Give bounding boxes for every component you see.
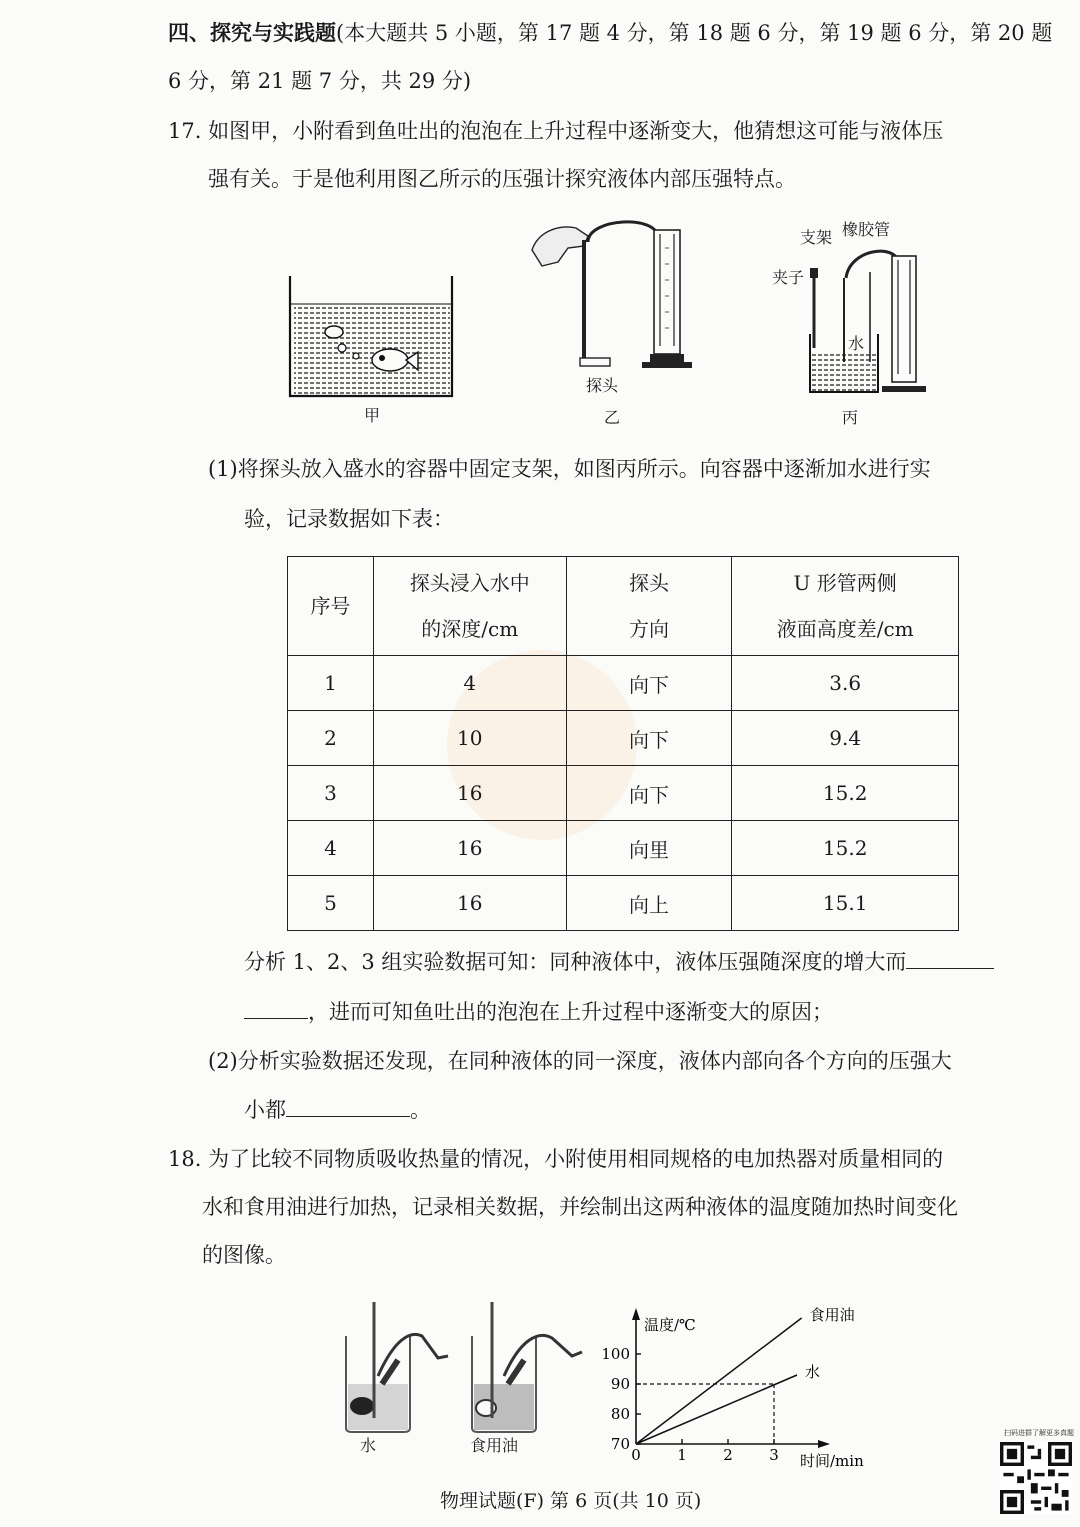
q18-stem-line2: 水和食用油进行加热，记录相关数据，并绘制出这两种液体的温度随加热时间变化 <box>202 1195 958 1219</box>
label-tantou: 探头 <box>586 376 619 395</box>
figure-yi <box>528 218 698 378</box>
y-tick-label: 100 <box>601 1345 630 1363</box>
figure-beaker-water <box>338 1300 448 1434</box>
figure-bing <box>806 238 926 398</box>
table-row: 4 16 向里 15.2 <box>288 821 959 876</box>
figure-jia-caption: 甲 <box>364 406 381 425</box>
y-axis-arrow <box>632 1308 640 1320</box>
label-jiazi: 夹子 <box>772 268 805 287</box>
series-label: 食用油 <box>809 1306 855 1324</box>
table-row: 1 4 向下 3.6 <box>288 656 959 711</box>
x-axis-arrow <box>818 1440 830 1448</box>
analysis-line1: 分析 1、2、3 组实验数据可知：同种液体中，液体压强随深度的增大而 <box>244 946 994 977</box>
answer-blank-1-cont[interactable] <box>244 996 308 1019</box>
header-height-diff: U 形管两侧 液面高度差/cm <box>732 557 959 656</box>
temperature-time-chart <box>596 1290 886 1476</box>
figure-bing-caption: 丙 <box>842 408 859 427</box>
section-scoring: (本大题共 5 小题，第 17 题 4 分，第 18 题 6 分，第 19 题 6 分，第 20 题 <box>336 21 1053 45</box>
table-header-row <box>288 557 959 656</box>
table-row: 3 16 向下 15.2 <box>288 766 959 821</box>
q17-part1-line2: 验，记录数据如下表： <box>244 507 454 531</box>
answer-blank-2[interactable] <box>286 1094 410 1117</box>
figure-beaker-oil <box>464 1300 588 1434</box>
x-axis-label: 时间/min <box>800 1452 864 1470</box>
series-label: 水 <box>805 1363 821 1381</box>
page-footer: 物理试题(F) 第 6 页(共 10 页) <box>440 1490 702 1512</box>
header-depth: 探头浸入水中 的深度/cm <box>373 557 566 656</box>
section-scoring-cont: 6 分，第 21 题 7 分，共 29 分) <box>168 69 472 93</box>
q17-stem-line1: 17. 如图甲，小附看到鱼吐出的泡泡在上升过程中逐渐变大，他猜想这可能与液体压 <box>168 119 944 143</box>
series-line <box>636 1318 802 1444</box>
figure-jia <box>286 276 456 401</box>
label-zhijia: 支架 <box>800 228 833 247</box>
x-tick-label: 2 <box>723 1446 733 1464</box>
qr-caption: 扫码进群了解更多真题 <box>1004 1429 1074 1437</box>
qr-code-icon[interactable] <box>1000 1442 1072 1514</box>
q17-stem-line2: 强有关。于是他利用图乙所示的压强计探究液体内部压强特点。 <box>208 167 796 191</box>
y-tick-label: 90 <box>610 1375 630 1393</box>
header-index: 序号 <box>288 557 374 656</box>
data-table <box>287 556 959 931</box>
section-header <box>168 18 1052 48</box>
table-row: 2 10 向下 9.4 <box>288 711 959 766</box>
label-xiangjiaoguan: 橡胶管 <box>842 220 891 239</box>
table-row: 5 16 向上 15.1 <box>288 876 959 931</box>
q17-part2-line2: 小都 。 <box>244 1094 431 1125</box>
analysis-line2: ，进而可知鱼吐出的泡泡在上升过程中逐渐变大的原因； <box>244 996 833 1027</box>
answer-blank-1[interactable] <box>906 946 994 969</box>
y-tick-label: 70 <box>610 1435 630 1453</box>
series-line <box>636 1375 797 1444</box>
header-direction: 探头 方向 <box>566 557 732 656</box>
label-shui: 水 <box>848 334 865 353</box>
section-title: 四、探究与实践题 <box>168 20 336 45</box>
y-axis-label: 温度/℃ <box>644 1316 696 1334</box>
q17-part1-line1: (1)将探头放入盛水的容器中固定支架，如图丙所示。向容器中逐渐加水进行实 <box>208 457 931 481</box>
beaker-water-caption: 水 <box>360 1436 377 1455</box>
q18-stem-line3: 的图像。 <box>202 1243 286 1267</box>
x-tick-label: 3 <box>769 1446 779 1464</box>
beaker-oil-caption: 食用油 <box>470 1436 519 1455</box>
x-tick-label: 0 <box>631 1446 641 1464</box>
q18-stem-line1: 18. 为了比较不同物质吸收热量的情况，小附使用相同规格的电加热器对质量相同的 <box>168 1147 944 1171</box>
y-tick-label: 80 <box>610 1405 630 1423</box>
q17-part2-line1: (2)分析实验数据还发现，在同种液体的同一深度，液体内部向各个方向的压强大 <box>208 1049 952 1073</box>
hand-icon <box>532 227 588 266</box>
figure-yi-caption: 乙 <box>604 408 621 427</box>
x-tick-label: 1 <box>677 1446 687 1464</box>
